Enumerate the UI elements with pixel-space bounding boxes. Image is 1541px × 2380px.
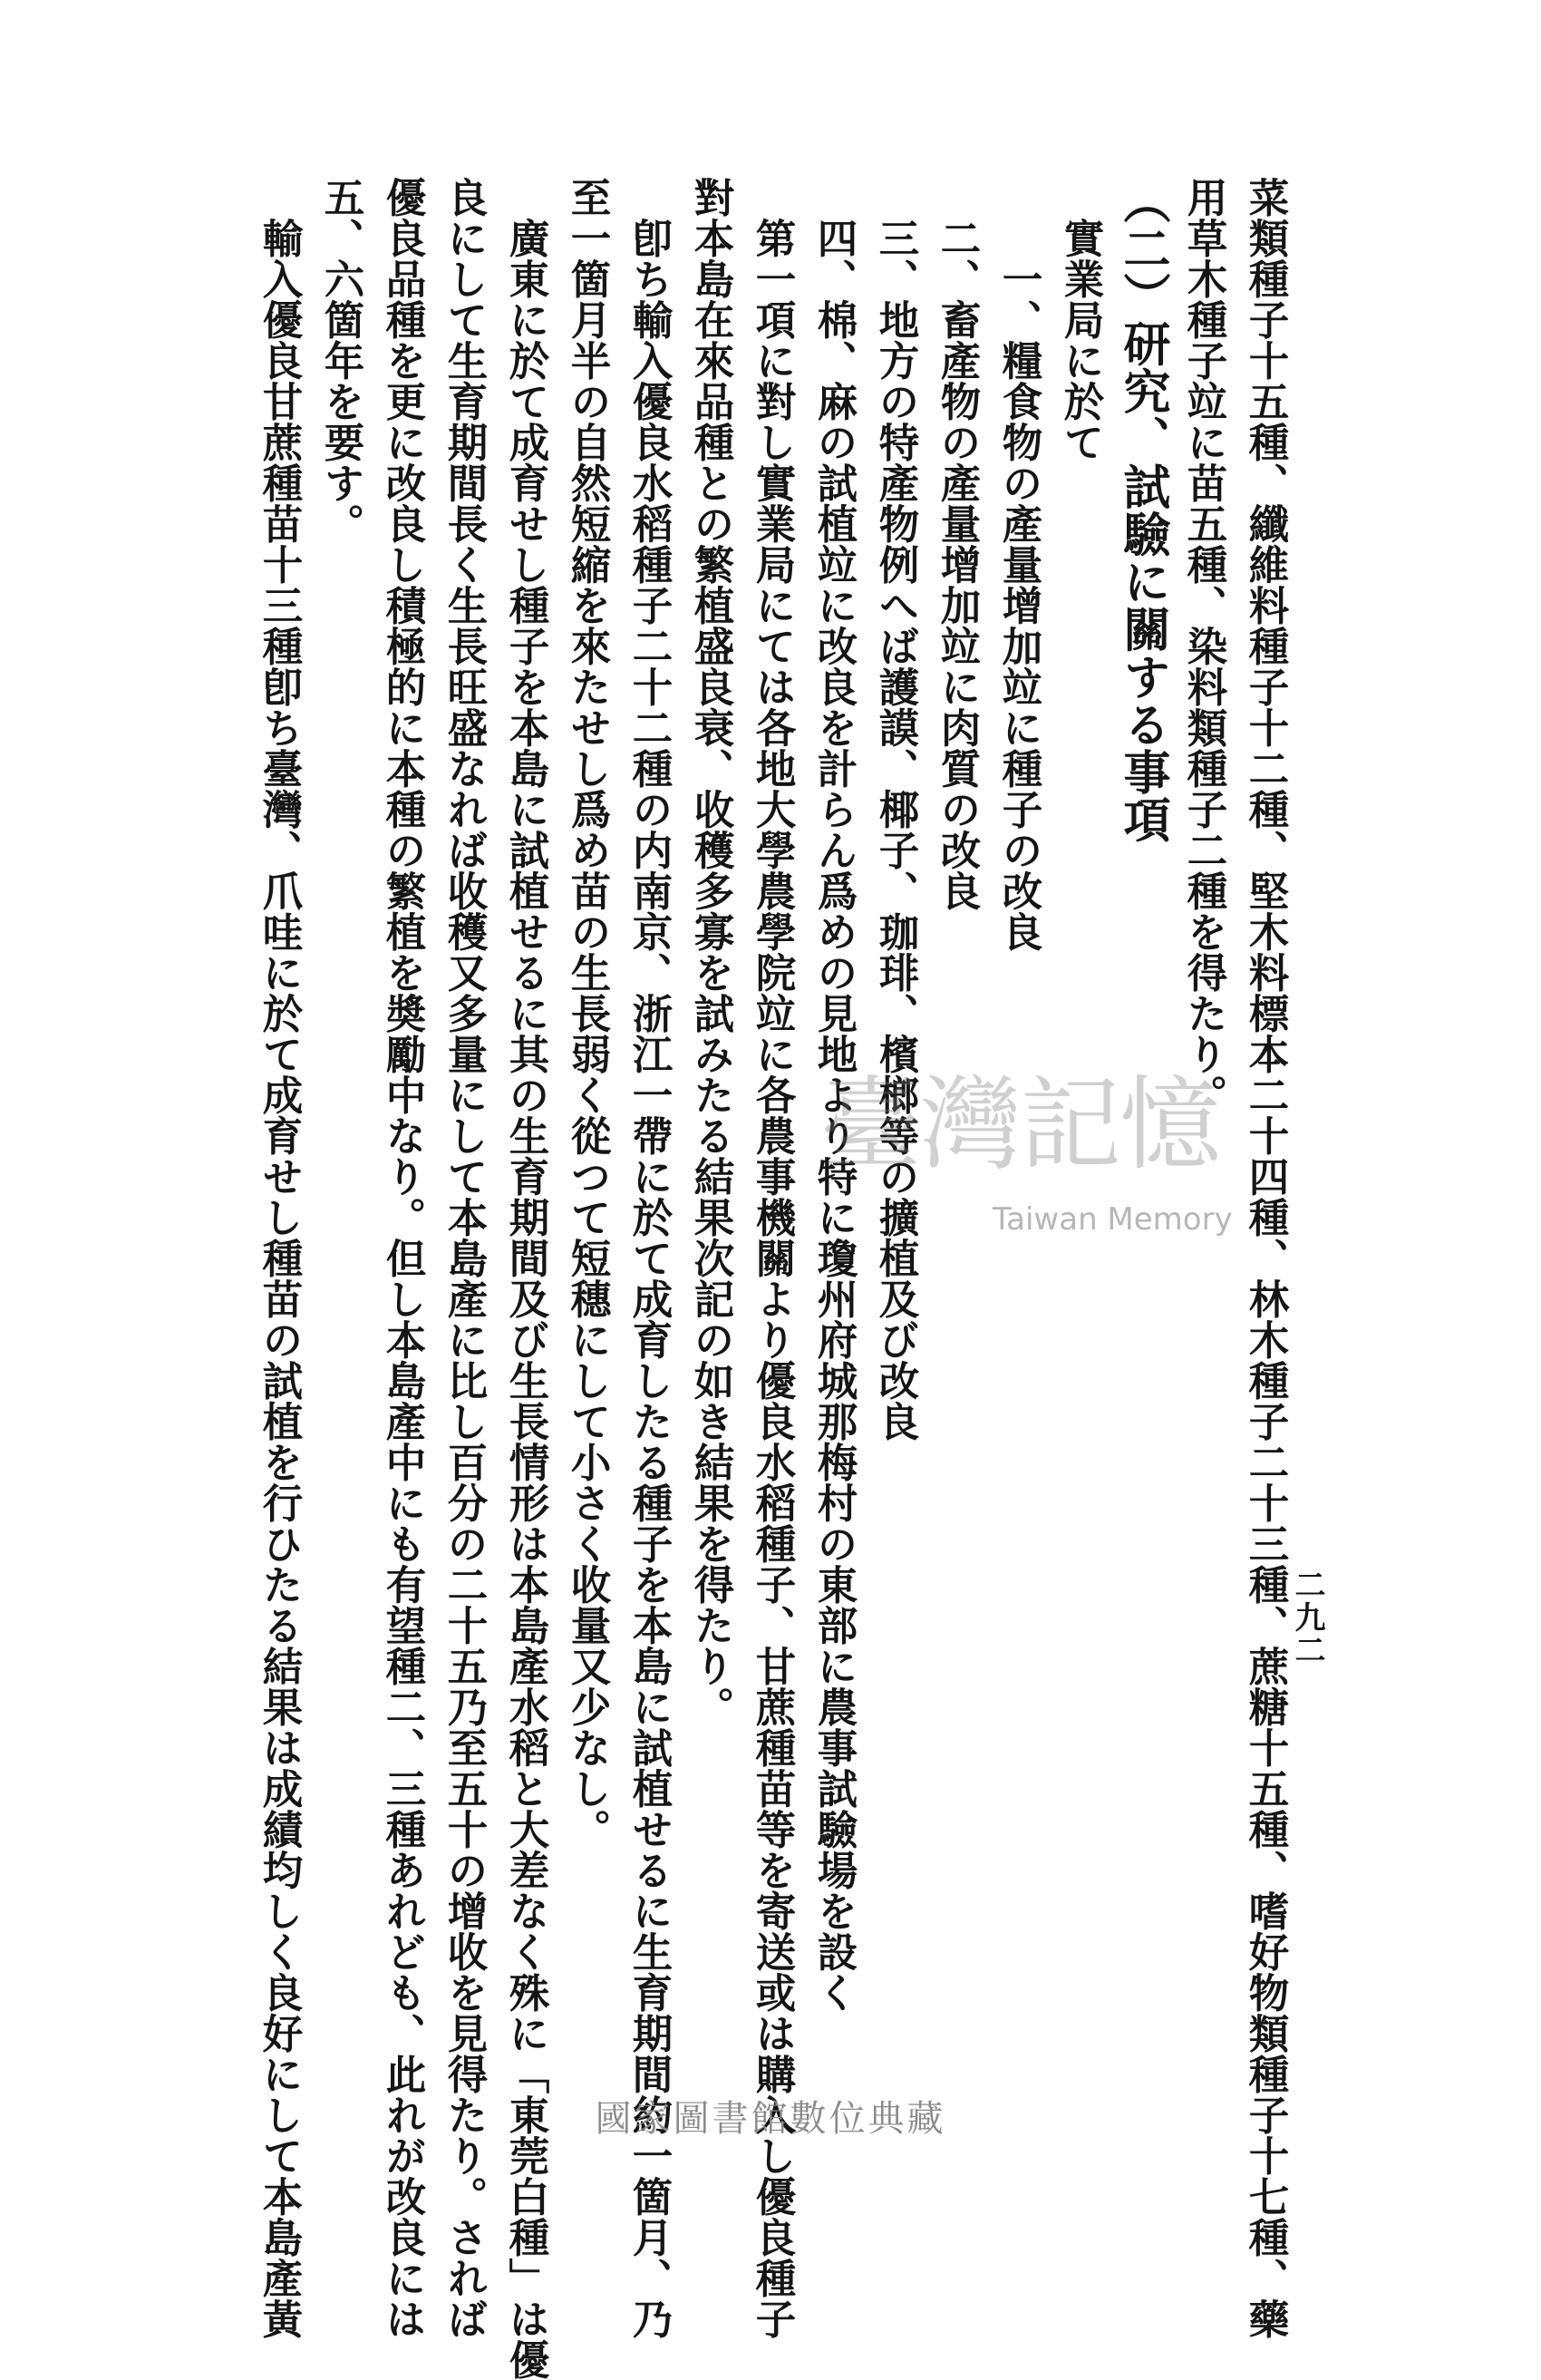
library-footer: 國家圖書館數位典藏 [595, 2098, 946, 2140]
section-heading: （二）研究、試驗に關する事項 [1115, 177, 1170, 843]
watermark-english-text: Taiwan Memory [993, 1201, 1233, 1238]
text-line-6: 三、地方の特產物例へば護謨、椰子、珈琲、檳榔等の擴植及び改良 [872, 218, 919, 1442]
text-line-13: 良にして生育期間長く生長旺盛なれば收穫又多量にして本島產に比し百分の二十五乃至五十の增收を見得たり。されば [441, 177, 488, 2339]
text-line-2: 用草木種子竝に苗五種、染料類種子二種を得たり。 [1180, 177, 1227, 1115]
text-line-9: 對本島在來品種との繁植盛良衰、收穫多寡を試みたる結果次記の如き結果を得たり。 [687, 177, 734, 1727]
text-line-5: 二、畜產物の產量增加竝に肉質の改良 [934, 218, 981, 911]
page-number: 二九二 [1289, 1569, 1325, 1666]
text-line-11: 至一箇月半の自然短縮を來たせし爲め苗の生長弱く從つて短穗にして小さく收量又少なし。 [564, 177, 611, 1850]
watermark-chinese-text: 臺灣記憶 [820, 1066, 1219, 1184]
text-line-10: 卽ち輸入優良水稻種子二十二種の内南京、浙江一帶に於て成育したる種子を本島に試植せるに生育期間約一箇月、乃 [625, 218, 673, 2339]
taiwan-memory-watermark [820, 1066, 1237, 1269]
text-line-15: 五、六箇年を要す。 [317, 177, 364, 544]
text-line-8: 第一項に對し實業局にては各地大學農學院竝に各農事機關より優良水稻種子、甘蔗種苗等を寄送或は購入し優良種子 [749, 218, 796, 2339]
text-line-14: 優良品種を更に改良し積極的に本種の繁植を奬勵中なり。但し本島產中にも有望種二、三種あれども、此れが改良には [379, 177, 426, 2339]
text-line-7: 四、棉、麻の試植竝に改良を計らん爲めの見地より特に瓊州府城那梅村の東部に農事試驗場を設く [810, 218, 858, 2013]
text-line-4: 一、糧食物の產量增加竝に種子の改良 [995, 258, 1042, 952]
text-line-3: 實業局に於て [1057, 218, 1104, 462]
text-line-1: 菜類種子十五種、纖維料種子十二種、堅木料標本二十四種、林木種子二十三種、蔗糖十五種、嗜好物類種子十七種、藥 [1242, 177, 1289, 2339]
text-line-16: 輸入優良甘蔗種苗十三種卽ち臺灣、爪哇に於て成育せし種苗の試植を行ひたる結果は成績均しく良好にして本島產黃 [256, 218, 303, 2339]
text-line-12: 廣東に於て成育せし種子を本島に試植せるに其の生育期間及び生長情形は本島產水稻と大差なく殊に「東莞白種」は優 [502, 218, 549, 2380]
